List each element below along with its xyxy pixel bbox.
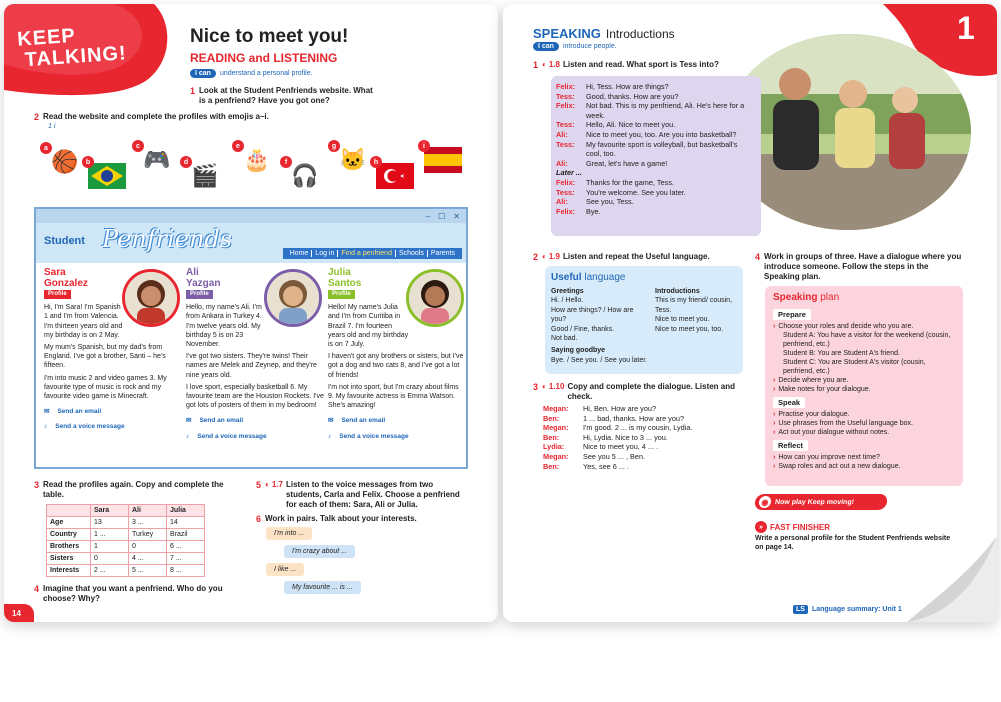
dialogue-line [556,197,752,207]
profile-paragraph: I'm not into sport, but I'm crazy about films 9. My favourite actress is Emma Watson. She's amazing! [328,383,459,410]
emoji-item [132,140,176,180]
profile-photo [406,269,464,327]
dialogue-line [556,168,752,178]
exercise-3-number: 3 [34,480,40,490]
speaker-name: Ben: [543,413,560,423]
plan-section-heading: Reflect [773,440,808,451]
logo-penfriends: Penfriends [102,225,233,253]
phrase-chip: I'm crazy about ... [284,545,355,558]
microphone-icon: ♪ [186,432,190,440]
dialogue-text: Great, let's have a game! [586,158,668,168]
profile-paragraph: I'm into music 2 and video games 3. My favourite type of music is rock and my favourite video game is Minecraft. [44,374,167,401]
emoji-item [180,156,224,196]
page-number: 14 [4,604,34,622]
plan-item [773,462,957,471]
window-titlebar [36,209,466,223]
speaker-name: Ali: [556,129,568,139]
plan-item-text: › Practise your dialogue. [778,411,850,418]
exercise-5 [256,480,468,510]
plan-title-1: Speaking [773,292,818,303]
send-voice-button[interactable] [328,432,466,441]
dialogue-text: 1 ... bad, thanks. How are you? [583,413,684,423]
exercise-4 [34,584,234,604]
email-icon: ✉ [44,408,50,416]
audio-icon[interactable]: ◐ [542,382,547,391]
table-cell: 8 ... [167,565,205,577]
language-summary-label: Language summary: Unit 1 [811,606,902,613]
exercise-2-text: Read the website and complete the profiles with emojis a–i. [43,112,269,121]
teens-photo [725,34,971,230]
r-exercise-2-track: 1.9 [548,252,560,261]
dialogue-line [556,159,752,169]
send-email-button[interactable] [44,407,182,416]
send-email-label: Send an email [57,408,102,416]
dialogue-text: See you, Tess. [586,197,634,207]
profile-first-name: Julia [328,267,351,278]
nav-home[interactable]: Home [287,250,313,257]
plan-item-text: › Make notes for your dialogue. [778,386,871,393]
speaker-name: Felix: [556,206,576,216]
profile-paragraph: I haven't got any brothers or sisters, but I've got a dog and two cats 8, and I've got a lot of friends! [328,353,464,379]
phrase-chip: I like ... [266,563,304,576]
r-exercise-4 [755,252,965,282]
speaker-name: Ben: [543,432,560,442]
ican-row-right [533,42,617,51]
speaker-name: Later ... [556,168,582,178]
ican-text: introduce people. [562,43,617,50]
ican-badge: I can [533,42,559,51]
basketball-icon: 🏀 [51,149,79,174]
table-cell: 4 ... [129,553,167,565]
plan-item [773,331,957,349]
emoji-item [280,156,324,196]
greeting-item: Hi. / Hello. [551,297,584,305]
plan-item-text: › Swap roles and act out a new dialogue. [778,463,901,470]
profile-first-name: Ali [186,267,199,278]
nav-find[interactable]: Find a penfriend [338,250,396,257]
nav-login[interactable]: Log in [312,250,338,257]
exercise-1-text: Look at the Student Penfriends website. What is a penfriend? Have you got one? [199,86,373,105]
microphone-icon: ♪ [328,432,332,440]
plan-item [773,349,957,358]
fast-finisher-label: FAST FINISHER [770,522,831,532]
fast-finisher-heading [755,521,830,533]
dialogue-line [543,442,743,452]
clapperboard-icon: 🎬 [191,163,219,188]
dialogue-line [543,414,743,424]
table-cell: Interests [47,565,91,577]
send-voice-button[interactable] [186,432,324,441]
speaking-plan-box [765,286,963,486]
table-cell: Sisters [47,553,91,565]
send-voice-label: Send a voice message [339,432,409,440]
exercise-4-text: Imagine that you want a penfriend. Who do you choose? Why? [43,584,223,603]
introduction-item: Nice to meet you, too. [655,325,724,333]
emoji-letter: g [328,140,340,152]
profile-photo [122,269,180,327]
dialogue-text: Hi, Ben. How are you? [583,404,657,413]
profile-last-name: Santos [328,278,362,289]
dialogue-line [556,82,752,92]
exercise-6-text: Work in pairs. Talk about your interests. [265,514,417,523]
dialogue-text: My favourite sport is volleyball, but basketball's cool, too. [586,139,738,159]
exercise-6-number: 6 [256,514,262,524]
dialogue-text: I'm good. 2 ... is my cousin, Lydia. [583,423,693,433]
profile-last-name: Gonzalez [44,278,88,289]
dialogue-text: Yes, see 6 ... . [583,461,629,471]
dialogue-text: Bye. [586,206,601,216]
cat-icon: 🐱 [339,147,367,172]
r-exercise-3-text: Copy and complete the dialogue. Listen and check. [567,382,736,401]
emoji-letter: a [40,142,52,154]
plan-item-text: › Decide where you are. [778,377,849,384]
plan-body [773,306,957,471]
close-icon[interactable]: ✕ [453,211,460,221]
teens-illustration [725,34,971,230]
table-cell: 14 [167,517,205,529]
dialogue-line [556,140,752,159]
introductions-label: Introductions [605,27,675,41]
emoji-item [370,156,414,196]
profile-tag: Profile [186,290,213,299]
audio-icon[interactable]: ◐ [265,480,270,489]
dialogue-line [556,101,752,120]
profile-paragraph: Hi, I'm Sara! I'm Spanish 1 and I'm from Valencia. I'm thirteen years old and my birthday is on 2 May. [44,304,123,339]
emoji-letter: b [82,156,94,168]
introduction-item: Nice to meet you. [655,316,710,324]
turkey-flag-icon [376,162,414,190]
greeting-item: Not bad. [551,335,578,343]
dialogue-line [556,178,752,188]
r-exercise-3-track: 1.10 [548,382,565,391]
table-row [47,529,205,541]
exercise-1-number: 1 [190,86,196,96]
language-summary[interactable] [793,605,902,614]
exercise-5-number: 5 [256,480,262,490]
plan-item-text: › Choose your roles and decide who you are. [778,323,914,330]
exercise-5-text: Listen to the voice messages from two students, Carla and Felix. Choose a penfriend for each of them: Sara, Ali or Julia. [285,480,460,509]
table-header-row [47,505,205,517]
maximize-icon[interactable]: ☐ [438,211,446,221]
nav-schools[interactable]: Schools [396,250,428,257]
website-nav [283,248,462,259]
exercise-3 [34,480,234,500]
emoji-letter: d [180,156,192,168]
spain-flag-icon [424,146,462,174]
useful-title [551,272,626,283]
speaker-name: Felix: [556,177,576,187]
table-cell: 0 [129,541,167,553]
send-email-button[interactable] [328,416,466,425]
plan-item [773,453,957,462]
plan-item [773,385,957,394]
profile-first-name: Sara [44,267,66,278]
plan-item-text: Student C: You are Student A's visitor (cousin, penfriend, etc.) [783,359,926,375]
table-row [47,553,205,565]
useful-language-box [545,266,743,374]
eye-icon: ◉ [758,496,772,508]
exercise-2-example: 1 i [48,123,56,130]
table-header-cell [47,505,91,517]
goodbye-heading: Saying goodbye [551,347,606,355]
r-exercise-1-text: Listen and read. What sport is Tess into? [562,60,719,69]
r-exercise-1-number: 1 [533,60,539,70]
table-cell: Brazil [167,529,205,541]
dialogue-line [556,188,752,198]
profile-paragraph: My mum's Spanish, but my dad's from England. I've got a brother, Santi – he's fifteen. [44,344,166,370]
plan-item [773,376,957,385]
table-cell: 5 ... [129,565,167,577]
r-exercise-1-track: 1.8 [548,60,560,69]
dialogue-line [556,92,752,102]
talking-label: TALKING! [24,42,128,72]
r-exercise-1 [533,60,719,70]
speaking-label: SPEAKING [533,26,601,41]
nav-parents[interactable]: Parents [430,250,455,257]
send-voice-label: Send a voice message [197,432,267,440]
table-cell: 1 ... [91,529,129,541]
profile-paragraph: I love sport, especially basketball 6. My favourite team are the Houston Rockets. I've got lots of posters of them in my bedroom! [186,383,324,410]
table-header-cell: Julia [167,505,205,517]
speaker-name: Megan: [543,404,569,413]
table-cell: Country [47,529,91,541]
speaker-name: Ali: [556,158,568,168]
speaker-name: Ali: [556,197,568,207]
introduction-item: This is my friend/ cousin, Tess. [655,297,733,314]
profile-last-name: Yazgan [186,278,221,289]
emoji-letter: f [280,156,292,168]
ican-badge: I can [190,69,216,78]
profile-paragraph: Hello, my name's Ali. I'm from Ankara in Turkey 4. I'm twelve years old. My birthday 5 is on 23 November. [186,304,262,349]
phrase-chip: My favourite ... is ... [284,581,361,594]
emoji-letter: c [132,140,144,152]
speaker-name: Tess: [556,120,575,130]
dialogue-text: Hi, Tess. How are things? [586,82,669,91]
plan-item-text: › Use phrases from the Useful language box. [778,420,913,427]
speaker-name: Tess: [556,139,575,149]
exercise-6 [256,514,468,524]
useful-title-2: language [584,272,626,283]
r-exercise-2 [533,252,710,262]
section-subtitle: READING and LISTENING [190,51,338,65]
greetings-heading: Greetings [551,288,584,295]
fast-forward-icon: » [755,521,767,533]
microphone-icon: ♪ [44,423,48,431]
useful-title-1: Useful [551,272,582,283]
ls-badge: LS [793,605,808,614]
plan-item [773,419,957,428]
dialogue-line [543,462,743,472]
profile-photo [264,269,322,327]
minimize-icon[interactable]: – [425,211,431,221]
speaking-heading [533,26,675,41]
dialogue-line [556,207,752,217]
greeting-item: Good / Fine, thanks. [551,325,615,333]
table-cell: 3 ... [129,517,167,529]
dialogue-1 [556,82,752,216]
plan-item-text: › Act out your dialogue without notes. [778,429,890,436]
ican-row [190,69,313,78]
emoji-item [82,156,126,196]
profile-paragraph: I've got two sisters. They're twins! Their names are Melek and Zeynep, and they're nine years old. [186,353,317,379]
goodbye-item: Bye. / See you. / See you later. [551,356,648,364]
logo-student: Student [44,235,85,247]
audio-icon[interactable]: ◐ [542,60,547,69]
table-cell: 7 ... [167,553,205,565]
dialogue-line [543,423,743,433]
keep-talking-logo [17,22,128,71]
dialogue-line [543,452,743,462]
greeting-item: How are things? / How are you? [551,306,634,324]
email-icon: ✉ [328,417,334,425]
fast-finisher-text: Write a personal profile for the Student Penfriends website on page 14. [755,535,951,551]
r-exercise-4-number: 4 [755,252,761,262]
dialogue-line [556,120,752,130]
plan-item [773,322,957,331]
audio-icon[interactable]: ◐ [542,252,547,261]
plan-item [773,358,957,376]
emoji-letter: i [418,140,430,152]
emoji-item [40,142,84,182]
dialogue-text: Nice to meet you, too. Are you into basketball? [586,129,737,139]
emoji-letter: e [232,140,244,152]
dialogue-line [556,130,752,140]
introductions-heading: Introductions [655,288,700,295]
email-icon: ✉ [186,417,192,425]
r-exercise-4-text: Work in groups of three. Have a dialogue where you introduce someone. Follow the steps in the Speaking plan. [764,252,962,281]
dialogue-text: Hello, Ali. Nice to meet you. [586,120,676,130]
plan-item [773,410,957,419]
table-cell: 6 ... [167,541,205,553]
phrase-chip: I'm into ... [266,527,312,540]
exercise-1 [190,86,380,106]
plan-section-heading: Prepare [773,309,811,320]
emoji-item [328,140,372,180]
plan-title [773,292,839,303]
dialogue-text: Thanks for the game, Tess. [586,177,674,187]
emoji-letter: h [370,156,382,168]
profile-paragraph: Hello! My name's Julia and I'm from Curitiba in Brazil 7. I'm fourteen years old and my birthday is on 7 July. [328,304,409,349]
website-banner [36,223,466,263]
profile-card [44,267,182,463]
left-page [4,4,498,622]
speaker-name: Felix: [556,101,576,111]
dialogue-text: See you 5 ... , Ben. [583,451,646,461]
dialogue-line [543,404,743,414]
dialogue-text: Hi, Lydia. Nice to 3 ... you. [583,432,668,442]
table-header-cell: Sara [91,505,129,517]
send-email-button[interactable] [186,416,324,425]
exercise-2-number: 2 [34,112,40,122]
speaker-name: Tess: [556,187,575,197]
emoji-item [232,140,276,180]
page-curl [907,536,997,622]
speaker-name: Ben: [543,461,560,471]
send-voice-label: Send a voice message [55,423,125,431]
table-cell: Brothers [47,541,91,553]
gamepad-icon: 🎮 [143,147,171,172]
r-exercise-3-number: 3 [533,382,539,392]
r-exercise-2-text: Listen and repeat the Useful language. [562,252,710,261]
profile-tag: Profile [328,290,355,299]
brazil-flag-icon [88,162,126,190]
dialogue-2 [543,404,743,471]
table-cell: 13 [91,517,129,529]
table-cell: 0 [91,553,129,565]
plan-section-heading: Speak [773,397,805,408]
emoji-item [418,140,462,180]
profile-card [186,267,324,463]
speaker-name: Tess: [556,91,575,101]
right-page [503,4,997,622]
send-email-label: Send an email [199,417,244,425]
table-cell: Age [47,517,91,529]
table-row [47,541,205,553]
send-email-label: Send an email [341,417,386,425]
plan-item [773,428,957,437]
keep-label: KEEP [16,24,77,51]
plan-title-2: plan [820,292,840,303]
exercise-2 [34,112,334,122]
play-game-banner[interactable] [754,494,888,510]
speaker-name: Megan: [543,451,569,461]
r-exercise-2-number: 2 [533,252,539,262]
table-cell: 2 ... [91,565,129,577]
table-cell: Turkey [129,529,167,541]
dialogue-line [543,433,743,443]
greetings-column [551,287,647,365]
r-exercise-3 [533,382,743,402]
table-header-cell: Ali [129,505,167,517]
table-row [47,565,205,577]
table-cell: 1 [91,541,129,553]
plan-item-text: › How can you improve next time? [778,454,880,461]
unit-number: 1 [957,10,975,46]
page-title: Nice to meet you! [190,26,349,47]
dialogue-text: Nice to meet you, 4 ... . [583,442,659,452]
speaker-name: Megan: [543,423,569,433]
dialogue-text: Not bad. This is my penfriend, Ali. He's here for a week. [586,101,745,120]
introductions-column [655,287,739,334]
plan-item-text: Student A: You have a visitor for the weekend (cousin, penfriend, etc.) [783,332,951,348]
exercise-5-track: 1.7 [271,480,283,489]
profile-tag: Profile [44,290,71,299]
dialogue-text: You're welcome. See you later. [586,187,686,197]
table-row [47,517,205,529]
speaker-name: Lydia: [543,442,565,452]
ican-text: understand a personal profile. [219,70,313,77]
send-voice-button[interactable] [44,422,182,431]
profile-card [328,267,466,463]
play-game-label: Now play Keep moving! [774,498,855,506]
penfriends-website [34,207,468,469]
profile-table [46,504,205,577]
speaker-name: Felix: [556,82,576,91]
birthday-cake-icon: 🎂 [243,147,271,172]
exercise-4-number: 4 [34,584,40,594]
dialogue-text: Good, thanks. How are you? [586,91,679,101]
plan-item-text: Student B: You are Student A's friend. [783,350,900,357]
exercise-3-text: Read the profiles again. Copy and complete the table. [43,480,224,499]
headphones-icon: 🎧 [291,163,319,188]
